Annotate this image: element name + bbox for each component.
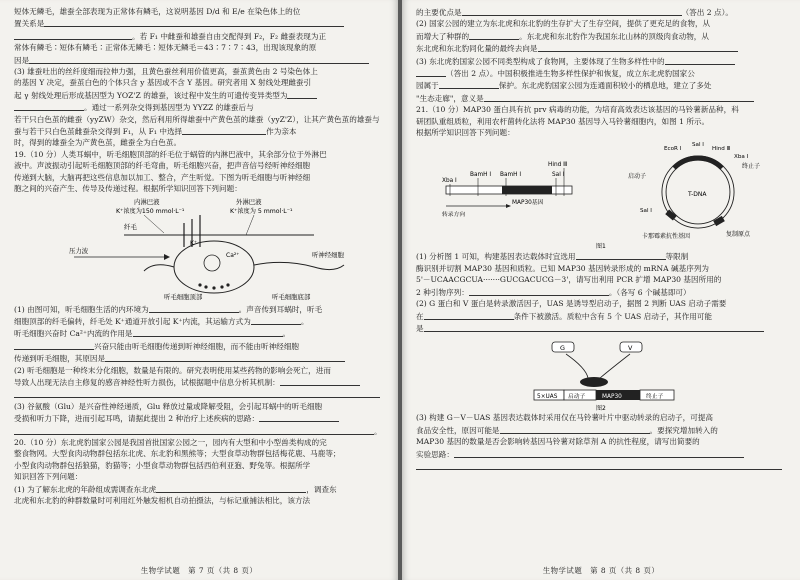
question-19-stem: 19.（10 分）人类耳蜗中，听毛细胞顶部的纤毛位于蜗管的内淋巴液中，其余部分位于外淋巴 <box>14 149 327 159</box>
answer-blank[interactable] <box>149 303 239 313</box>
label-endolymph: 内淋巴液 <box>134 197 160 206</box>
text-line: 。声音传到耳蜗时，听毛 <box>238 304 323 314</box>
answer-blank[interactable] <box>416 67 446 77</box>
text-line: 东北虎和东北豹同化量的最终去向是 <box>416 44 538 54</box>
answer-blank[interactable] <box>133 327 283 337</box>
tdna-segment <box>674 159 722 169</box>
label-promoter-2: 启动子 <box>568 394 586 401</box>
text-line: (1) 为了解东北虎的年龄组成需调查东北虎 <box>14 484 157 494</box>
label-terminator: 终止子 <box>742 163 761 171</box>
question-20-stem: 20.（10 分）东北虎豹国家公园是我国首批国家公园之一，园内有大型和中小型兽类构成的完 <box>14 437 327 447</box>
label-ca: Ca²⁺ <box>226 251 240 259</box>
label-sal: Sal Ⅰ <box>552 172 565 179</box>
text-line: 导致人出现无法自主修复的感音神经性听力损伤，试根据题中信息分析其机制： <box>14 377 280 387</box>
label-perilymph: 外淋巴液 <box>236 197 262 206</box>
label-uas: 5×UAS <box>537 394 558 401</box>
label-hair-top: 听毛细胞顶部 <box>164 292 203 301</box>
text-line: 因是 <box>14 55 30 65</box>
answer-blank[interactable] <box>424 310 514 320</box>
fig2-caption: 图2 <box>596 405 606 413</box>
text-line: (3) 雄蚕吐出的丝纤度细而拉伸力强，且黄色蚕丝利用价值更高，蚕茧黄色由 2 号染色体上 <box>14 67 318 77</box>
answer-blank[interactable] <box>280 376 360 386</box>
answer-blank[interactable] <box>287 89 317 99</box>
page-8: 的主要优点是 （答出 2 点）。 (2) 国家公园的建立为东北虎和东北豹的生存扩大了生存空间，提供了更充足的食物，从 而增大了种群的 。东北虎和东北豹作为我国东北山林的顶级肉食动物，从 东北虎和东北豹同化量的最终去向是 (3) 东北虎豹国家公园不同类型构成了食物网，主要体现了生物多样性中的 （答出 2 点）。中国积极推进生物多样性保护和恢复，成立东北虎豹国家公 园属于 保护。东北虎豹国家公园为连通面积较小的栖息地，建立了多处 "生态走廊"，意义是 21.（10 分）MAP30 蛋白具有抗 prv 病毒的功能，为培育高效表达该基因的马铃薯新品种，科 研团队重组质粒，利用农杆菌转化法将 MAP30 基因导入马铃薯细胞内，如图 1 所示。 根据所学知识回答下列问题： Xba Ⅰ BamH Ⅰ BamH Ⅰ Hind Ⅲ Sal Ⅰ 转录方向 MAP30基因 T-DNA EcoR Ⅰ Sal Ⅰ Hind Ⅲ Xba Ⅰ 终止子 启动子 Sal Ⅰ 复制原点 卡那霉素抗性基因 图1 (1) 分析图 1 可知，构建基因表达载体时宜选用 等限制 酶识别并切割 MAP30 基因和质粒。已知 MAP30 基因转录形成的 mRNA 碱基序列为 5'－UCAACGCUA·······GUCGACUCG－3'，请写出利用 PCR 扩增 MAP30 基因所用的 2 种引物序列： 。（各写 6 个碱基即可） (2) G 蛋白和 V 蛋白是转录激活因子，UAS 是诱导型启动子，据图 2 判断 UAS 启动子需要 在 条件下被激活。质粒中含有 5 个 UAS 启动子，其作用可能 是 G V 5×UAS 启动子 MAP30 终止子 图2 (3) 构建 G－V－UAS 基因表达载体时采用仅在马铃薯叶片中驱动转录的启动子，可提高 食品安全性，原因可能是 。要探究增加转入的 MAP30 基因的数量是否会影响转基因马铃薯对除草剂 A 的抗性程度，请写出简要的 实验思路： 生物学试题 第 8 页（共 8 页） <box>402 0 800 580</box>
text-line: 。通过一系列杂交得到基因型为 YYZZ 的雄蚕后与 <box>84 103 254 113</box>
text-line: 的基因 Y 决定，蚕茧白色的个体只含 y 基因或不含 Y 基因。研究者用 X 射线处理雌蚕引 <box>14 78 312 88</box>
map30-gene-block <box>502 186 552 194</box>
text-line: 。若 F₁ 中雌蚕和雄蚕自由交配得到 F₂，F₂ 雌蚕表现为正 <box>132 31 327 41</box>
text-line: 短体无鳞毛，雄蚕全部表现为正常体有鳞毛，这说明基因 D/d 和 E/e 在染色体上的位 <box>14 7 301 16</box>
text-line: (3) 东北虎豹国家公园不同类型构成了食物网，主要体现了生物多样性中的 <box>416 56 665 66</box>
answer-blank[interactable] <box>182 125 266 135</box>
label-hind: Hind Ⅲ <box>548 162 568 169</box>
answer-blank[interactable] <box>14 388 380 398</box>
answer-blank[interactable] <box>44 17 344 27</box>
fig1-caption: 图1 <box>596 243 606 251</box>
answer-blank[interactable] <box>665 55 735 65</box>
answer-blank[interactable] <box>576 250 666 260</box>
text-line: "生态走廊"，意义是 <box>416 93 484 103</box>
label-v: V <box>628 344 633 353</box>
text-line: (2) 国家公园的建立为东北虎和东北豹的生存扩大了生存空间，提供了更充足的食物，从 <box>416 19 711 29</box>
text-line: (1) 由图可知，听毛细胞生活的内环境为 <box>14 304 149 314</box>
answer-blank[interactable] <box>14 425 374 435</box>
text-line: 起 γ 射线处理后形成基因型为 YOZ'Z 的雄蚕，该过程中发生的可遗传变异类型为 <box>14 90 288 100</box>
text-line: 酶识别并切割 MAP30 基因和质粒。已知 MAP30 基因转录形成的 mRNA 碱基序列为 <box>416 263 710 273</box>
answer-blank[interactable] <box>469 286 609 296</box>
question-21-stem: 21.（10 分）MAP30 蛋白具有抗 prv 病毒的功能，为培育高效表达该基因的马铃薯新品种，科 <box>416 105 739 115</box>
text-line: 受损和听力下降，进而引起耳鸣，请据此提出 2 种治疗上述疾病的思路： <box>14 414 260 424</box>
text-line: 小型食肉动物群包括狼猫，豹猫等；小型食草动物群包括西伯利亚狍、野兔等。根据所学 <box>14 460 311 470</box>
text-line: 知识回答下列问题： <box>14 472 83 482</box>
label-nerve: 听神经细胞 <box>312 250 344 259</box>
text-line: 若干只白色茧的雌蚕（yyZW）杂交，然后利用所得雄蚕中产黄色茧的雄蚕（yyZ'Z），让其产黄色茧的雄蚕与 <box>14 114 380 124</box>
answer-blank[interactable] <box>538 42 738 52</box>
answer-blank[interactable] <box>500 424 650 434</box>
label-hair-bottom: 听毛细胞底部 <box>272 292 311 301</box>
gv-complex <box>580 377 608 387</box>
label-tdna: T-DNA <box>688 191 707 199</box>
label-hind2: Hind Ⅲ <box>712 146 731 153</box>
vesicles <box>198 283 229 289</box>
label-ecor: EcoR Ⅰ <box>664 146 682 153</box>
answer-blank[interactable] <box>29 54 369 64</box>
label-g: G <box>560 344 565 353</box>
label-sal3: Sal Ⅰ <box>640 208 652 215</box>
text-line: 研团队重组质粒，利用农杆菌转化法将 MAP30 基因导入马铃薯细胞内，如图 1 所示。 <box>416 116 710 126</box>
answer-blank[interactable] <box>439 79 499 89</box>
text-line: 整食物网。大型食肉动物群包括东北虎、东北豹和黑熊等；大型食草动物群包括梅花鹿、马鹿等； <box>14 449 341 459</box>
label-kan: 卡那霉素抗性基因 <box>642 233 691 241</box>
hair-cell-diagram <box>14 195 384 303</box>
text-line: 传递到大脑，大脑再把这些信息加以加工、整合，产生听觉。下图为听毛细胞与听神经细 <box>14 172 311 182</box>
label-xba2: Xba Ⅰ <box>734 154 749 161</box>
uas-figure <box>416 334 786 412</box>
label-bamh1: BamH Ⅰ <box>470 172 492 179</box>
text-line: 胞之间的兴奋产生、传导及传递过程。根据所学知识回答下列问题： <box>14 184 242 194</box>
page-footer: 生物学试题 第 8 页（共 8 页） <box>542 565 660 575</box>
text-line: 北虎和东北豹的种群数量时可利用红外触发相机自动拍摄法，与标记重捕法相比，该方法 <box>14 496 311 505</box>
text-line: (3) 谷氨酸（Glu）是兴奋性神经递质，Glu 释放过量或降解受阻，会引起耳蜗中的听毛细胞 <box>14 401 323 411</box>
text-line: （答出 2 点）。中国积极推进生物多样性保护和恢复，成立东北虎豹国家公 <box>446 69 695 79</box>
text-line: (3) 构建 G－V－UAS 基因表达载体时采用仅在马铃薯叶片中驱动转录的启动子，可提高 <box>416 413 713 423</box>
answer-blank[interactable] <box>259 412 339 422</box>
label-pressure: 压力波 <box>69 246 89 255</box>
text-line: 置关系是 <box>14 19 45 29</box>
text-line: 根据所学知识回答下列问题： <box>416 128 515 138</box>
answer-blank[interactable] <box>462 6 682 16</box>
label-k-endolymph: K⁺浓度为150 mmol·L⁻¹ <box>116 207 185 215</box>
text-line: 常体有鳞毛∶短体有鳞毛∶正常体无鳞毛∶短体无鳞毛＝43∶7∶7∶43，出现该现象的原 <box>14 43 317 53</box>
label-k: K⁺ <box>190 239 198 247</box>
text-line: 食品安全性，原因可能是 <box>416 425 500 435</box>
text-line: 蚕与若干只白色茧雌蚕杂交得到 F₁，从 F₁ 中选择 <box>14 127 183 137</box>
text-line: (2) G 蛋白和 V 蛋白是转录激活因子，UAS 是诱导型启动子，据图 2 判断 UAS 启动子需要 <box>416 299 727 309</box>
page-footer: 生物学试题 第 7 页（共 8 页） <box>140 565 258 575</box>
text-line: 而增大了种群的 <box>416 31 470 41</box>
text-line: 2 种引物序列： <box>416 287 469 297</box>
plasmid-diagram <box>416 138 786 250</box>
text-line: (2) 听毛细胞是一种终末分化细胞，数量是有限的。研究表明使用某些药物的影响会死亡，进而 <box>14 365 331 375</box>
text-line: 实验思路： <box>416 449 454 459</box>
label-k-perilymph: K⁺浓度为 5 mmol·L⁻¹ <box>230 207 293 215</box>
label-xba: Xba Ⅰ <box>442 178 457 185</box>
answer-blank[interactable] <box>105 352 345 362</box>
answer-blank[interactable] <box>416 460 782 470</box>
hair-cell-figure <box>14 195 384 303</box>
text-line: MAP30 基因的数量是否会影响转基因马铃薯对除草剂 A 的抗性程度，请写出简要的 <box>416 437 700 447</box>
text-line: 传递到听毛细胞，其原因是 <box>14 354 106 364</box>
answer-blank[interactable] <box>469 30 519 40</box>
text-line: 时，得到的雄蚕全为产黄色茧，雌蚕全为白色茧。 <box>14 138 182 148</box>
text-line: 园属于 <box>416 81 439 91</box>
plasmid-figure <box>416 138 786 250</box>
answer-blank[interactable] <box>454 448 744 458</box>
answer-blank[interactable] <box>484 92 754 102</box>
answer-blank[interactable] <box>156 483 306 493</box>
label-cilia: 纤毛 <box>124 222 137 231</box>
answer-blank[interactable] <box>424 322 764 332</box>
text-line: 是 <box>416 323 424 333</box>
answer-blank[interactable] <box>14 30 132 40</box>
text-line: 听毛细胞兴奋时 Ca²⁺内流的作用是 <box>14 329 133 339</box>
text-line: 在 <box>416 311 424 321</box>
label-promoter: 启动子 <box>628 173 647 181</box>
text-line: 的主要优点是 <box>416 8 462 17</box>
label-ori: 复制原点 <box>726 231 751 239</box>
label-map30: MAP30 <box>602 394 622 401</box>
text-line: (1) 分析图 1 可知，构建基因表达载体时宜选用 <box>416 252 576 262</box>
label-direction: 转录方向 <box>442 212 466 219</box>
text-line: 5'－UCAACGCUA·······GUCGACUCG－3'，请写出利用 PCR 扩增 MAP30 基因所用的 <box>416 275 722 285</box>
label-sal2: Sal Ⅰ <box>692 142 704 149</box>
answer-blank[interactable] <box>251 315 301 325</box>
label-bamh2: BamH Ⅰ <box>500 172 522 179</box>
text-line: 液中。声波振动引起听毛细胞顶部的纤毛弯曲，听毛细胞兴奋，把声音信号经听神经细胞 <box>14 161 311 171</box>
answer-blank[interactable] <box>14 340 94 350</box>
text-line: 兴奋只能由听毛细胞传递到听神经细胞，而不能由听神经细胞 <box>94 341 300 351</box>
uas-diagram <box>416 334 786 412</box>
answer-blank[interactable] <box>14 101 84 111</box>
text-line: 细胞顶部的纤毛偏转，纤毛处 K⁺通道开放引起 K⁺内流，其运输方式为 <box>14 316 251 326</box>
page-7: 短体无鳞毛，雄蚕全部表现为正常体有鳞毛，这说明基因 D/d 和 E/e 在染色体上的位 置关系是 。若 F₁ 中雌蚕和雄蚕自由交配得到 F₂，F₂ 雌蚕表现为正 常体有鳞毛∶短体有鳞毛∶正常体无鳞毛∶短体无鳞毛＝43∶7∶7∶43，出现该现象的原 因是 (3) 雄蚕吐出的丝纤度细而拉伸力强，且黄色蚕丝利用价值更高，蚕茧黄色由 2 号染色体上 的基因 Y 决定，蚕茧白色的个体只含 y 基因或不含 Y 基因。研究者用 X 射线处理雌蚕引 起 γ 射线处理后形成基因型为 YOZ'Z 的雄蚕，该过程中发生的可遗传变异类型为 。通过一系列杂交得到基因型为 YYZZ 的雄蚕后与 若干只白色茧的雌蚕（yyZW）杂交，然后利用所得雄蚕中产黄色茧的雄蚕（yyZ'Z），让其产黄色茧的雄蚕与 蚕与若干只白色茧雌蚕杂交得到 F₁，从 F₁ 中选择 作为亲本 时，得到的雄蚕全为产黄色茧，雌蚕全为白色茧。 19.（10 分）人类耳蜗中，听毛细胞顶部的纤毛位于蜗管的内淋巴液中，其余部分位于外淋巴 液中。声波振动引起听毛细胞顶部的纤毛弯曲，听毛细胞兴奋，把声音信号经听神经细胞 传递到大脑，大脑再把这些信息加以加工、整合，产生听觉。下图为听毛细胞与听神经细 胞之间的兴奋产生、传导及传递过程。根据所学知识回答下列问题： 内淋巴液 K⁺浓度为150 mmol·L⁻¹ 外淋巴液 K⁺浓度为 5 mmol·L⁻¹ 纤毛 Ca²⁺ K⁺ 听神经细胞 压力波 听毛细胞顶部 听毛细胞底部 (1) 由图可知，听毛细胞生活的内环境为 。声音传到耳蜗时，听毛 细胞顶部的纤毛偏转，纤毛处 K⁺通道开放引起 K⁺内流，其运输方式为 。 听毛细胞兴奋时 Ca²⁺内流的作用是 。 兴奋只能由听毛细胞传递到听神经细胞，而不能由听神经细胞 传递到听毛细胞，其原因是 (2) 听毛细胞是一种终末分化细胞，数量是有限的。研究表明使用某些药物的影响会死亡，进而 导致人出现无法自主修复的感音神经性听力损伤，试根据题中信息分析其机制： (3) 谷氨酸（Glu）是兴奋性神经递质，Glu 释放过量或降解受阻，会引起耳蜗中的听毛细胞 受损和听力下降，进而引起耳鸣，请据此提出 2 种治疗上述疾病的思路： 。 20.（10 分）东北虎豹国家公园是我国首批国家公园之一，园内有大型和中小型兽类构成的完 整食物网。大型食肉动物群包括东北虎、东北豹和黑熊等；大型食草动物群包括梅花鹿、马鹿等； 小型食肉动物群包括狼猫，豹猫等；小型食草动物群包括西伯利亚狍、野兔等。根据所学 知识回答下列问题： (1) 为了解东北虎的年龄组成需调查东北虎 ，调查东 北虎和东北豹的种群数量时可利用红外触发相机自动拍摄法，与标记重捕法相比，该方法 生物学试题 第 7 页（共 8 页） <box>0 0 398 580</box>
label-gene: MAP30基因 <box>512 200 544 207</box>
label-terminator-2: 终止子 <box>646 394 664 401</box>
